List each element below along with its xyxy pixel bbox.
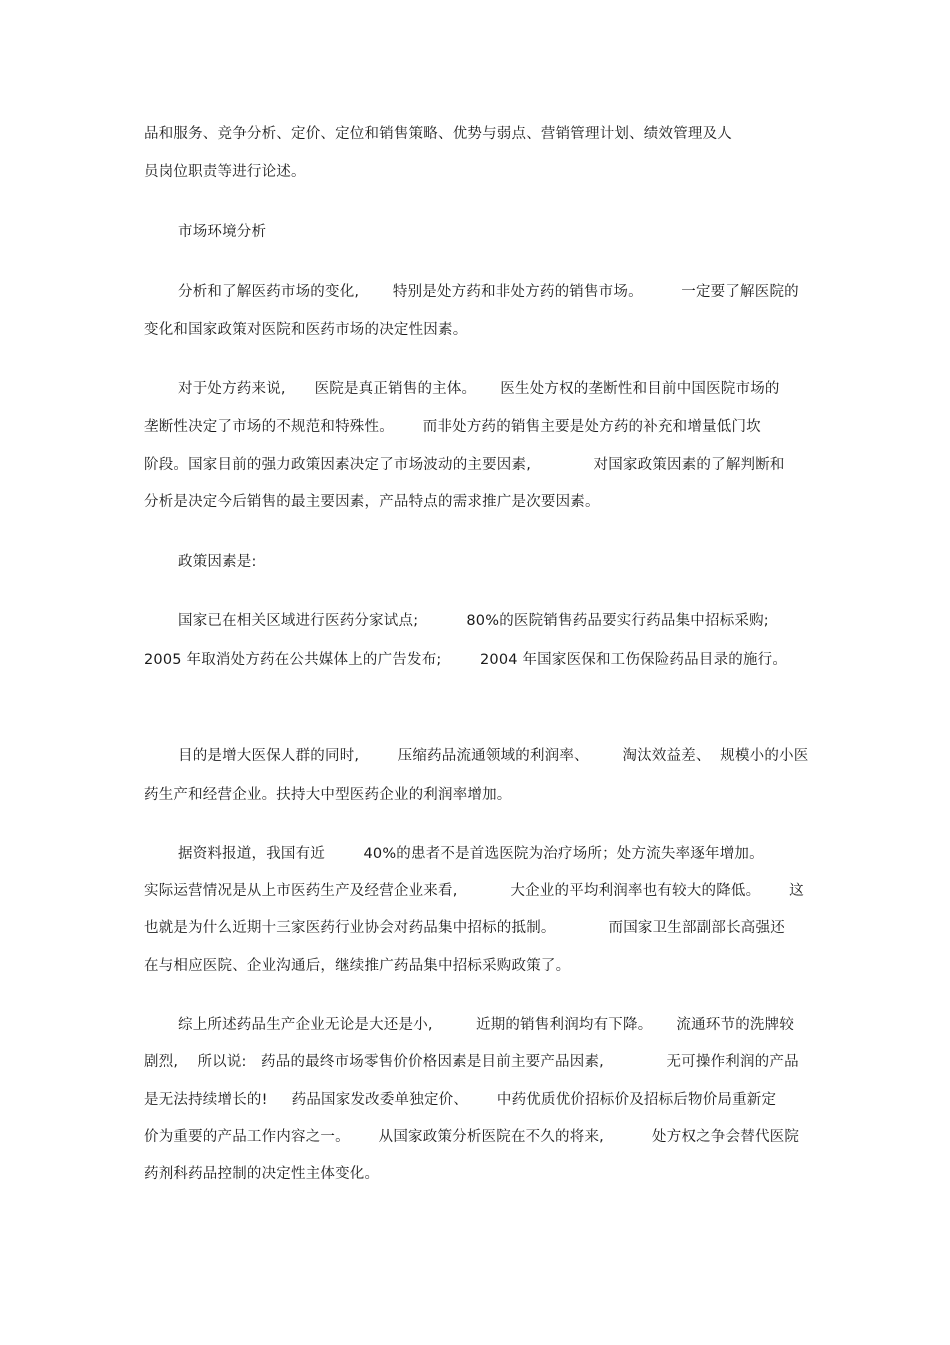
text-line: 据资料报道，我国有近 40%的患者不是首选医院为治疗场所；处方流失率逐年增加。 [178, 846, 764, 862]
text-line: 综上所述药品生产企业无论是大还是小, 近期的销售利润均有下降。 流通环节的洗牌较 [178, 1017, 795, 1033]
text-line: 国家已在相关区域进行医药分家试点; 80%的医院销售药品要实行药品集中招标采购; [178, 613, 769, 629]
text-line: 变化和国家政策对医院和医药市场的决定性因素。 [144, 322, 468, 338]
text-line: 目的是增大医保人群的同时, 压缩药品流通领域的利润率、 淘汰效益差、 规模小的小医 [178, 748, 809, 764]
text-line: 分析是决定今后销售的最主要因素，产品特点的需求推广是次要因素。 [144, 494, 600, 510]
text-line: 药剂科药品控制的决定性主体变化。 [144, 1166, 380, 1182]
text-line: 分析和了解医药市场的变化, 特别是处方药和非处方药的销售市场。 一定要了解医院的 [178, 284, 799, 300]
text-line: 阶段。国家目前的强力政策因素决定了市场波动的主要因素, 对国家政策因素的了解判断和 [144, 457, 785, 473]
text-line: 剧烈, 所以说: 药品的最终市场零售价价格因素是目前主要产品因素, 无可操作利润的产品 [144, 1054, 799, 1070]
text-line: 2005 年取消处方药在公共媒体上的广告发布; 2004 年国家医保和工伤保险药品目录的施行。 [144, 652, 788, 668]
text-line: 实际运营情况是从上市医药生产及经营企业来看, 大企业的平均利润率也有较大的降低。 这 [144, 883, 804, 899]
text-line: 药生产和经营企业。扶持大中型医药企业的利润率增加。 [144, 787, 512, 803]
text-line: 也就是为什么近期十三家医药行业协会对药品集中招标的抵制。 而国家卫生部副部长高强还 [144, 920, 785, 936]
text-line: 员岗位职责等进行论述。 [144, 164, 306, 180]
section-heading: 政策因素是: [178, 554, 257, 570]
text-line: 对于处方药来说, 医院是真正销售的主体。 医生处方权的垄断性和目前中国医院市场的 [178, 381, 780, 397]
text-line: 价为重要的产品工作内容之一。 从国家政策分析医院在不久的将来, 处方权之争会替代医院 [144, 1129, 800, 1145]
text-line: 在与相应医院、企业沟通后，继续推广药品集中招标采购政策了。 [144, 958, 571, 974]
section-heading: 市场环境分析 [178, 224, 267, 240]
text-line: 品和服务、竞争分析、定价、定位和销售策略、优势与弱点、营销管理计划、绩效管理及人 [144, 126, 732, 142]
text-line: 垄断性决定了市场的不规范和特殊性。 而非处方药的销售主要是处方药的补充和增量低门坎 [144, 419, 761, 435]
text-line: 是无法持续增长的! 药品国家发改委单独定价、 中药优质优价招标价及招标后物价局重新定 [144, 1092, 777, 1108]
